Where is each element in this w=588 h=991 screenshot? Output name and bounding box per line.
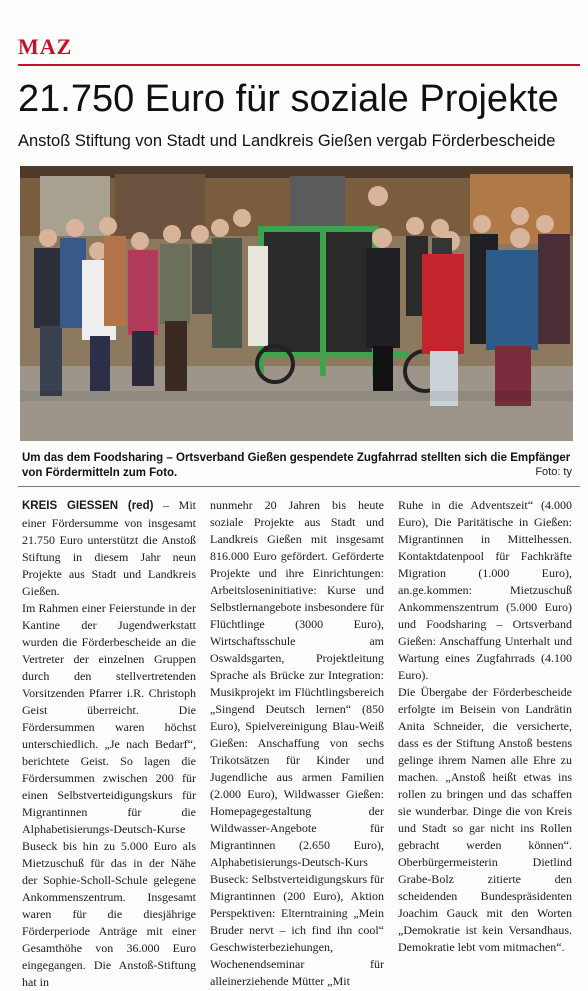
caption-rule [18,486,580,487]
article-column-1 [22,497,196,989]
article-column-3 [398,497,572,959]
masthead-logo: MAZ [18,34,73,59]
article-paragraph [22,497,196,600]
article-paragraph: Die Übergabe der Förderbescheide erfolgte im Beisein von Landrätin Anita Schneider, die versicherte, dass es der Stiftung Anstoß bestens gelinge ihrem Namen alle Ehre zu machen. „Anstoß heißt etwas ins rollen zu bringen und das schaffen sie wunderbar. Dinge die von Kreis und Stadt so gar nicht ins Rollen gebracht werden können“. Oberbürgermeisterin Dietlind Grabe-Bolz zitierte den scheidenden Bundespräsidenten Joachim Gauck mit den Worten „Demokratie ist kein Versandhaus. Demokratie lebt vom mitmachen“. [398,685,572,954]
article-body [22,497,572,989]
article-paragraph: Im Rahmen einer Feierstunde in der Kantine der Jugendwerkstatt wurden die Förderbescheide an die Vertreter der einzelnen Gruppen durch den stellvertretenden Vorsitzenden Pfarrer i.R. Christoph Geist überreicht. Die Fördersummen waren höchst unterschiedlich. „Je nach Bedarf“, berichtete Geist. So lagen die Fördersummen zwischen 200 für einen Selbstverteidigungskurs für Migrantinnen für die Alphabetisierungs-Deutsch-Kurse Buseck bis hin zu 5.000 Euro als Mietzuschuß für das in der Nähe der Sophie-Scholl-Schule gelegene Ankommenszentrum. Insgesamt waren für die diesjährige Förderperiode Anträge mit einer Gesamthöhe von 36.000 Euro eingegangen. Die Anstoß-Stiftung hat in [22,601,196,989]
photo-caption: Um das dem Foodsharing – Ortsverband Gießen gespendete Zugfahrrad stellten sich die Empfänger von Fördermitteln zum Foto. [22,452,571,479]
headline: 21.750 Euro für soziale Projekte [18,78,559,120]
photo-credit: Foto: ty [535,466,572,478]
group-photo [20,166,573,441]
lead-text: – Mit einer Fördersumme von insgesamt 21.750 Euro unterstützt die Anstoß Stiftung in diesem Jahr neun Projekte aus Stadt und Landkreis Gießen. [22,498,196,598]
article-column-2 [210,497,384,988]
article-paragraph: Ruhe in die Adventszeit“ (4.000 Euro), Die Paritätische in Gießen: Migrantinnen in Mittelhessen. Kontaktdatenpool für Fachkräfte Migration (1.000 Euro), an.ge.kommen: Mietzuschuß Ankommenszentrum (5.000 Euro) und Foodsharing – Ortsverband Gießen: Anschaffung Unterhalt und Wartung eines Zugfahrrads (4.100 Euro). [398,498,572,682]
dateline: KREIS GIESSEN (red) [22,500,154,512]
masthead-rule [18,64,580,66]
article-paragraph: nunmehr 20 Jahren bis heute soziale Projekte aus Stadt und Landkreis Gießen mit insgesamt 816.000 Euro gefördert. Geförderte Projekte und ihre Einrichtungen: Arbeitsloseninitiative: Kurse und Selbstlernangebote insbesondere für Flüchtlinge (3000 Euro), Wirtschaftsschule am Oswaldsgarten, Projektleitung Sprache als Brücke zur Integration: Musikprojekt im Flüchtlingsbereich „Singend Deutsch lernen“ (850 Euro), Spielvereinigung Blau-Weiß Gießen: Anschaffung von sechs Trikotsätzen für Kinder und Jugendliche aus armen Familien (2.000 Euro), Wildwasser Gießen: Homepagegestaltung der Wildwasser-Angebote für Migrantinnen (2.650 Euro), Alphabetisierungs-Deutsch-Kurs Buseck: Selbstverteidigungskurs für Migrantinnen (200 Euro), Aktion Perspektiven: Elterntraining „Mein Bruder nervt – ich find ihn cool“ Geschwisterbeziehungen, Wochenendseminar für alleinerziehende Mütter „Mit [210,498,384,988]
subheadline: Anstoß Stiftung von Stadt und Landkreis Gießen vergab Förderbescheide [18,132,556,150]
